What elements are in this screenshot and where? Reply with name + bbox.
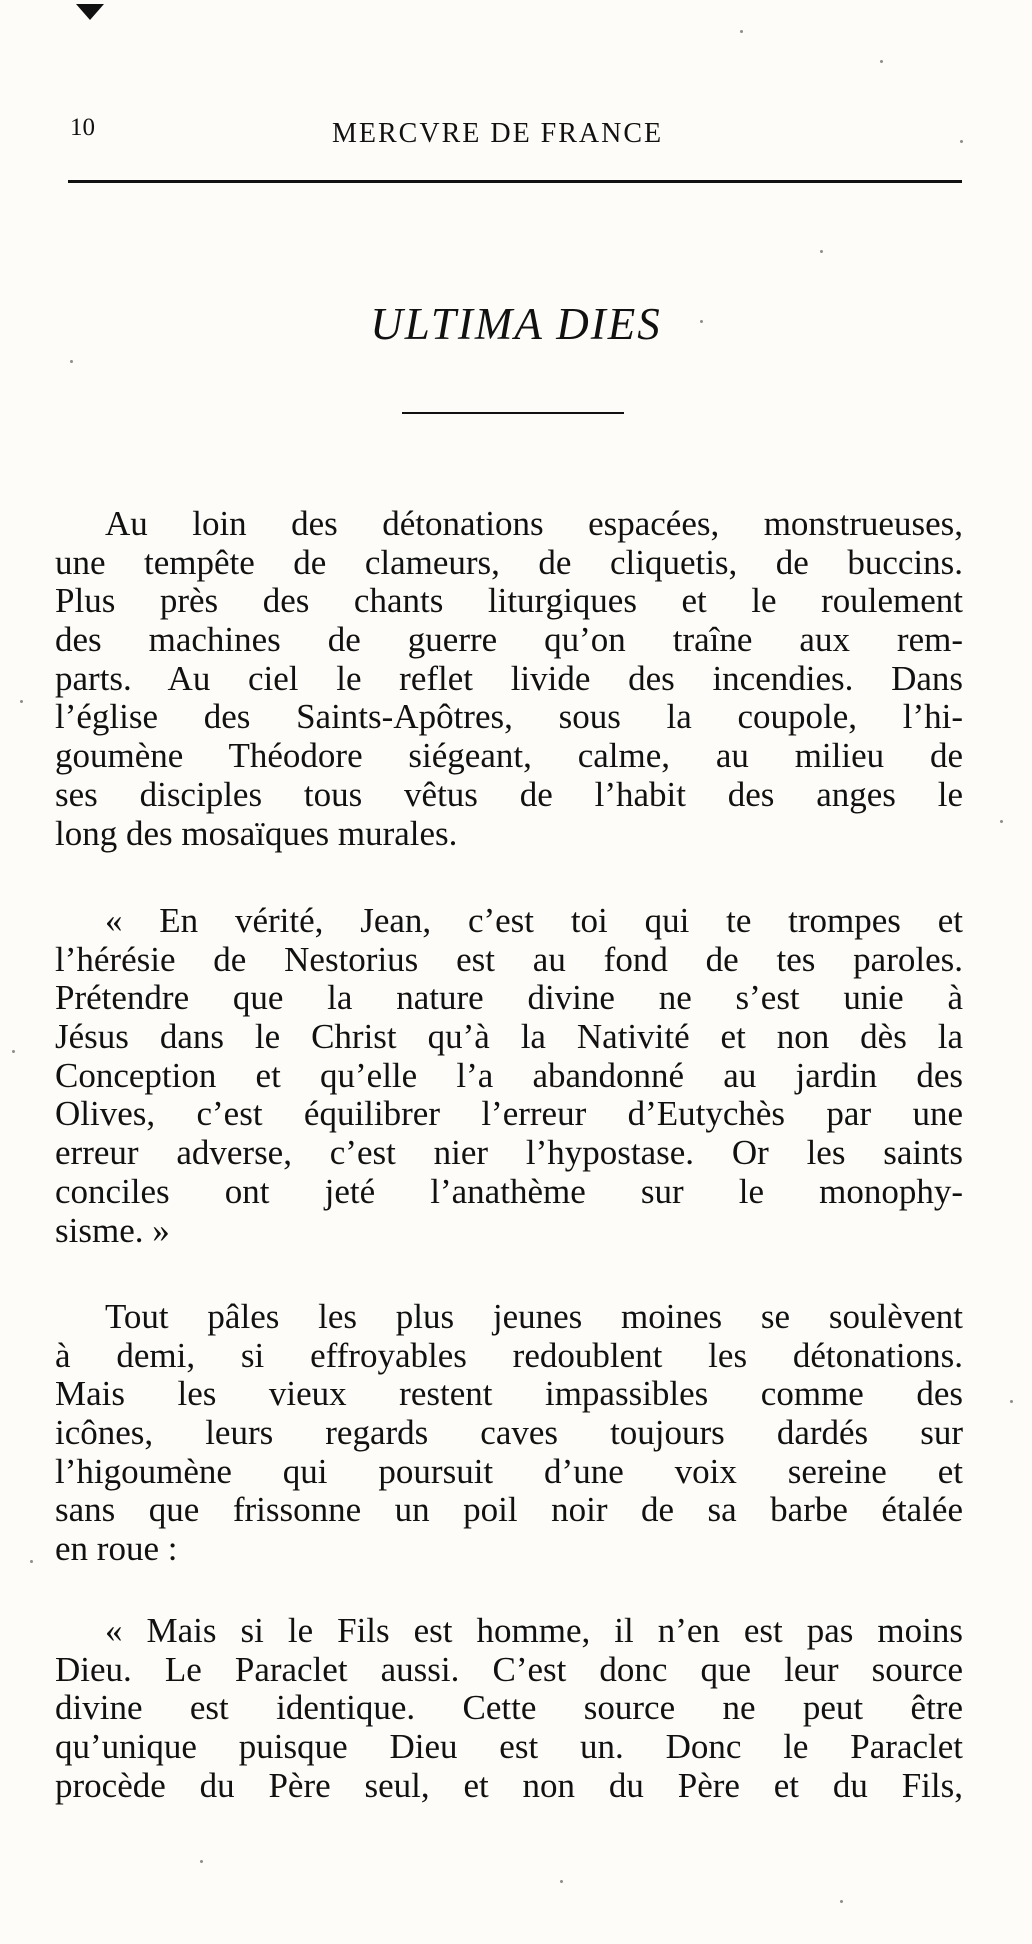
text-line: ses disciples tous vêtus de l’habit des anges le — [55, 774, 963, 814]
speckle — [70, 360, 73, 363]
text-line: long des mosaïques murales. — [55, 813, 458, 853]
text-line: conciles ont jeté l’anathème sur le monophy- — [55, 1171, 963, 1211]
text-line: en roue : — [55, 1529, 178, 1569]
speckle — [1000, 820, 1003, 823]
running-title: MERCVRE DE FRANCE — [332, 118, 664, 149]
speckle — [960, 140, 963, 143]
text-line: goumène Théodore siégeant, calme, au milieu de — [55, 736, 963, 776]
printer-mark-icon — [76, 4, 104, 20]
chapter-title: ULTIMA DIES — [370, 299, 662, 349]
text-line: à demi, si effroyables redoublent les détonations. — [55, 1335, 963, 1375]
text-line: « En vérité, Jean, c’est toi qui te trompes et — [105, 901, 963, 940]
header-rule — [68, 180, 962, 183]
speckle — [840, 1900, 843, 1903]
text-line: Jésus dans le Christ qu’à la Nativité et non dès la — [55, 1017, 963, 1057]
speckle — [200, 1860, 203, 1863]
speckle — [880, 60, 883, 63]
text-line: l’hérésie de Nestorius est au fond de tes paroles. — [55, 939, 963, 979]
title-rule — [402, 412, 624, 414]
speckle — [820, 250, 823, 253]
speckle — [560, 1880, 563, 1883]
page-number: 10 — [70, 114, 95, 141]
text-line: Tout pâles les plus jeunes moines se soulèvent — [105, 1297, 963, 1336]
text-line: « Mais si le Fils est homme, il n’en est pas moins — [105, 1611, 963, 1650]
text-line: des machines de guerre qu’on traîne aux rem- — [55, 620, 963, 660]
text-line: sisme. » — [55, 1210, 170, 1250]
speckle — [740, 30, 743, 33]
speckle — [700, 320, 703, 323]
text-line: qu’unique puisque Dieu est un. Donc le Paraclet — [55, 1727, 963, 1767]
text-line: Au loin des détonations espacées, monstrueuses, — [105, 504, 963, 543]
text-line: parts. Au ciel le reflet livide des incendies. Dans — [55, 658, 963, 698]
text-line: divine est identique. Cette source ne peut être — [55, 1688, 963, 1728]
text-line: Plus près des chants liturgiques et le roulement — [55, 581, 963, 621]
text-line: Prétendre que la nature divine ne s’est unie à — [55, 978, 963, 1018]
speckle — [1010, 1400, 1013, 1403]
running-head — [70, 110, 960, 150]
text-line: erreur adverse, c’est nier l’hypostase. Or les saints — [55, 1133, 963, 1173]
text-line: une tempête de clameurs, de cliquetis, de buccins. — [55, 542, 963, 582]
paragraph-1 — [55, 505, 963, 853]
text-line: procède du Père seul, et non du Père et du Fils, — [55, 1765, 963, 1805]
text-line: Mais les vieux restent impassibles comme des — [55, 1374, 963, 1414]
text-line: Dieu. Le Paraclet aussi. C’est donc que leur source — [55, 1649, 963, 1689]
text-line: sans que frissonne un poil noir de sa barbe étalée — [55, 1490, 963, 1530]
speckle — [12, 1050, 15, 1053]
speckle — [20, 700, 23, 703]
paragraph-3 — [55, 1298, 963, 1569]
text-line: Conception et qu’elle l’a abandonné au jardin des — [55, 1055, 963, 1095]
text-line: l’higoumène qui poursuit d’une voix sereine et — [55, 1451, 963, 1491]
speckle — [30, 1560, 33, 1563]
paragraph-2 — [55, 902, 963, 1250]
paragraph-4 — [55, 1612, 963, 1805]
text-line: l’église des Saints-Apôtres, sous la coupole, l’hi- — [55, 697, 963, 737]
text-line: Olives, c’est équilibrer l’erreur d’Eutychès par une — [55, 1094, 963, 1134]
text-line: icônes, leurs regards caves toujours dardés sur — [55, 1413, 963, 1453]
